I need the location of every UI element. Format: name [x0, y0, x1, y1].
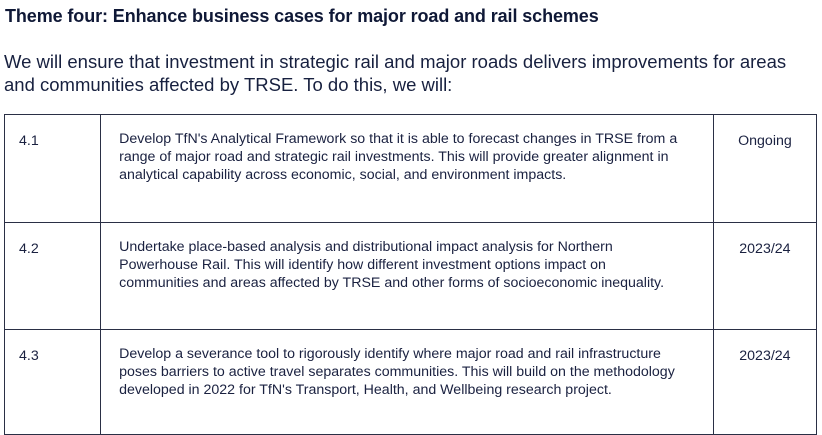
- action-description-cell: [101, 223, 714, 330]
- intro-paragraph: We will ensure that investment in strategic rail and major roads delivers improvements for areas and communities affected by TRSE. To do this, we will:: [4, 51, 787, 95]
- table-row: [5, 115, 817, 223]
- actions-table: [4, 114, 817, 435]
- action-status: 2023/24: [739, 348, 791, 364]
- action-number-cell: [5, 115, 101, 223]
- action-number: 4.2: [19, 241, 39, 257]
- action-status: Ongoing: [738, 133, 792, 149]
- section-heading: Theme four: Enhance business cases for major road and rail schemes: [5, 6, 599, 26]
- table-row: [5, 223, 817, 330]
- action-number-cell: [5, 223, 101, 330]
- action-number: 4.1: [19, 133, 39, 149]
- action-description-cell: [101, 330, 714, 435]
- action-status-cell: [713, 115, 816, 223]
- action-description-cell: [101, 115, 714, 223]
- action-status-cell: [713, 223, 816, 330]
- action-status: 2023/24: [739, 241, 791, 257]
- table-row: [5, 330, 817, 435]
- action-number-cell: [5, 330, 101, 435]
- action-description: Develop TfN's Analytical Framework so that it is able to forecast changes in TRSE from a range of major road and strategic rail investments. This will provide greater alignment in analytical capability across economic, social, and environment impacts.: [119, 131, 678, 183]
- action-description: Develop a severance tool to rigorously identify where major road and rail infrastructure poses barriers to active travel separates communities. This will build on the methodology developed in 2022 for TfN's Transport, Health, and Wellbeing research project.: [119, 346, 675, 398]
- action-status-cell: [713, 330, 816, 435]
- action-number: 4.3: [19, 348, 39, 364]
- action-description: Undertake place-based analysis and distributional impact analysis for Northern Powerhouse Rail. This will identify how different investment options impact on communities and areas affected by TRSE and other forms of socioeconomic inequality.: [119, 239, 665, 291]
